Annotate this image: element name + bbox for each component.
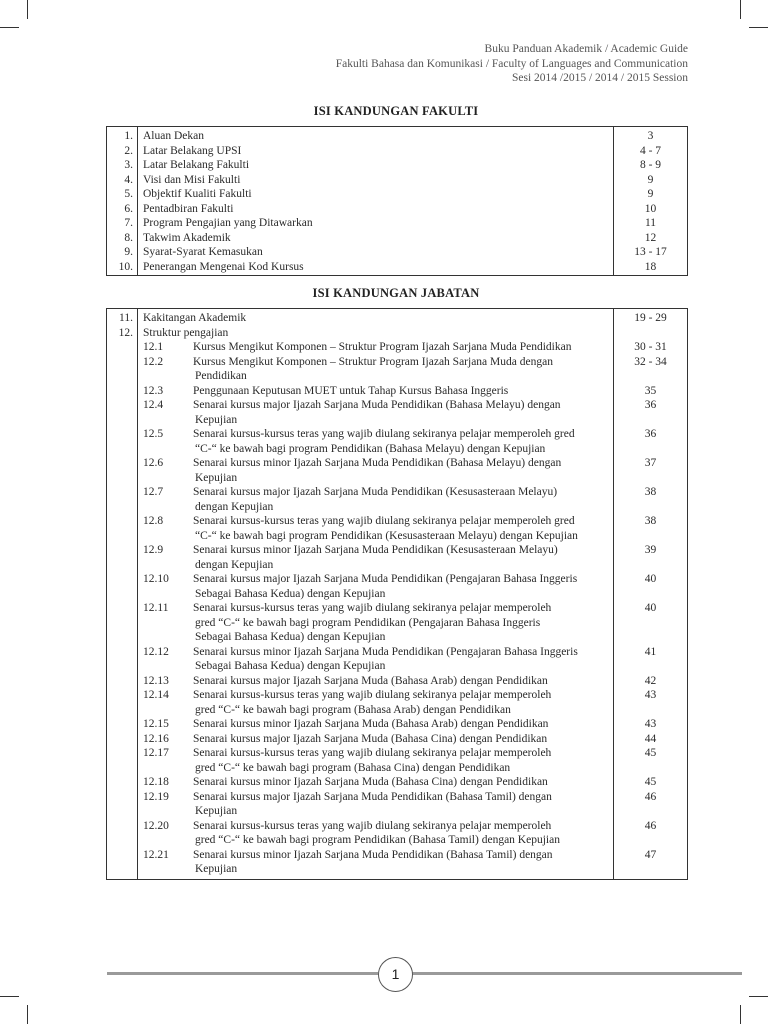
- entry-subnumber: 12.20: [143, 819, 169, 832]
- entry-title: “C-“ ke bawah bagi program Pendidikan (Kesusasteraan Melayu) dengan Kepujian: [195, 529, 578, 542]
- toc-entry: [107, 311, 687, 326]
- entry-title: gred “C-“ ke bawah bagi program (Bahasa Arab) dengan Pendidikan: [195, 703, 511, 716]
- entry-title: Senarai kursus minor Ijazah Sarjana Muda Pendidikan (Pengajaran Bahasa Inggeris: [193, 645, 578, 658]
- entry-title: “C-“ ke bawah bagi program Pendidikan (Bahasa Melayu) dengan Kepujian: [195, 442, 546, 455]
- toc-entry: [107, 398, 687, 427]
- toc-entry: [107, 216, 687, 231]
- entry-title: Visi dan Misi Fakulti: [143, 173, 241, 186]
- entry-title: Senarai kursus minor Ijazah Sarjana Muda Pendidikan (Bahasa Tamil) dengan: [193, 848, 553, 861]
- faculty-contents-title: ISI KANDUNGAN FAKULTI: [313, 104, 479, 118]
- entry-number: 4.: [124, 173, 133, 186]
- toc-entry: [107, 355, 687, 384]
- toc-entry: [107, 245, 687, 260]
- entry-page-number: 36: [644, 428, 657, 440]
- department-contents-title: ISI KANDUNGAN JABATAN: [312, 286, 480, 300]
- entry-page-number: 8 - 9: [639, 159, 662, 171]
- toc-entry: [107, 746, 687, 775]
- toc-entry: [107, 260, 687, 275]
- entry-title: Latar Belakang Fakulti: [143, 159, 250, 171]
- entry-title: Kakitangan Akademik: [143, 312, 247, 324]
- toc-entry: [107, 775, 687, 790]
- toc-entry: [107, 514, 687, 543]
- entry-page-number: 47: [644, 848, 657, 861]
- entry-page-number: 13 - 17: [634, 246, 667, 258]
- entry-title: Struktur pengajian: [143, 326, 229, 339]
- entry-title: Kursus Mengikut Komponen – Struktur Program Ijazah Sarjana Muda Pendidikan: [193, 341, 572, 353]
- entry-title: Sebagai Bahasa Kedua) dengan Kepujian: [195, 587, 386, 600]
- entry-title: Senarai kursus major Ijazah Sarjana Muda (Bahasa Arab) dengan Pendidikan: [193, 674, 548, 687]
- entry-page-number: 36: [644, 399, 657, 411]
- entry-page-number: 40: [644, 602, 657, 614]
- crop-mark-top-left: [0, 27, 19, 28]
- entry-title: Sebagai Bahasa Kedua) dengan Kepujian: [195, 660, 386, 672]
- entry-title: Senarai kursus-kursus teras yang wajib diulang sekiranya pelajar memperoleh gred: [193, 428, 575, 440]
- toc-entry: [107, 384, 687, 399]
- entry-title: Kursus Mengikut Komponen – Struktur Program Ijazah Sarjana Muda dengan: [193, 355, 553, 368]
- entry-page-number: 10: [644, 202, 657, 215]
- entry-title: Senarai kursus major Ijazah Sarjana Muda Pendidikan (Pengajaran Bahasa Inggeris: [193, 573, 578, 585]
- toc-entry: [107, 144, 687, 159]
- entry-subnumber: 12.2: [143, 355, 164, 368]
- entry-title: Senarai kursus major Ijazah Sarjana Muda Pendidikan (Kesusasteraan Melayu): [193, 486, 558, 498]
- entry-subnumber: 12.21: [143, 848, 169, 861]
- running-header: [336, 42, 688, 86]
- entry-page-number: 46: [644, 819, 657, 832]
- entry-subnumber: 12.3: [143, 384, 164, 397]
- entry-page-number: 38: [644, 515, 657, 527]
- toc-entry: [107, 674, 687, 689]
- entry-subnumber: 12.8: [143, 515, 164, 527]
- toc-entry: [107, 485, 687, 514]
- entry-page-number: 41: [644, 645, 657, 658]
- toc-entry: [107, 819, 687, 848]
- entry-page-number: 11: [644, 217, 657, 229]
- entry-page-number: 32 - 34: [634, 355, 667, 368]
- crop-mark-top-right-vertical: [740, 0, 741, 19]
- entry-page-number: 43: [644, 689, 657, 701]
- entry-title: gred “C-“ ke bawah bagi program (Bahasa Cina) dengan Pendidikan: [195, 761, 511, 774]
- entry-subnumber: 12.16: [143, 732, 169, 745]
- toc-entry: [107, 717, 687, 732]
- entry-page-number: 4 - 7: [639, 144, 662, 157]
- entry-title: Penggunaan Keputusan MUET untuk Tahap Kursus Bahasa Inggeris: [193, 384, 509, 397]
- crop-mark-bottom-left-vertical: [27, 1005, 28, 1024]
- header-faculty-name: Fakulti Bahasa dan Komunikasi / Faculty of Languages and Communication: [335, 57, 688, 70]
- entry-subnumber: 12.1: [143, 341, 164, 353]
- entry-title: gred “C-“ ke bawah bagi program Pendidikan (Pengajaran Bahasa Inggeris: [195, 616, 541, 629]
- entry-page-number: 9: [647, 173, 654, 186]
- entry-title: Kepujian: [195, 413, 238, 426]
- entry-title: Kepujian: [195, 471, 238, 484]
- entry-number: 10.: [118, 260, 133, 273]
- entry-title: Aluan Dekan: [143, 130, 204, 142]
- entry-number: 7.: [124, 217, 133, 229]
- crop-mark-top-right: [749, 27, 768, 28]
- entry-title: dengan Kepujian: [195, 500, 274, 513]
- entry-page-number: 19 - 29: [634, 312, 667, 324]
- entry-page-number: 45: [644, 747, 657, 759]
- toc-entry: [107, 158, 687, 173]
- toc-entry: [107, 340, 687, 355]
- entry-subnumber: 12.12: [143, 645, 169, 658]
- entry-title: Takwim Akademik: [143, 231, 231, 244]
- entry-subnumber: 12.18: [143, 776, 169, 788]
- faculty-contents-table: [106, 126, 688, 276]
- department-contents-table: [106, 308, 688, 880]
- entry-title: Penerangan Mengenai Kod Kursus: [143, 260, 304, 273]
- entry-title: Objektif Kualiti Fakulti: [143, 188, 252, 200]
- entry-title: Senarai kursus minor Ijazah Sarjana Muda (Bahasa Arab) dengan Pendidikan: [193, 718, 549, 730]
- entry-subnumber: 12.19: [143, 790, 169, 803]
- entry-page-number: 37: [644, 457, 657, 469]
- entry-subnumber: 12.5: [143, 428, 164, 440]
- entry-page-number: 42: [644, 674, 657, 687]
- entry-subnumber: 12.15: [143, 718, 169, 730]
- entry-title: Senarai kursus minor Ijazah Sarjana Muda (Bahasa Cina) dengan Pendidikan: [193, 776, 548, 788]
- page-number: 1: [378, 957, 413, 992]
- entry-subnumber: 12.10: [143, 573, 169, 585]
- header-session: Sesi 2014 /2015 / 2014 / 2015 Session: [511, 72, 688, 84]
- entry-page-number: 30 - 31: [634, 341, 667, 353]
- crop-mark-top-left-vertical: [27, 0, 28, 19]
- toc-entry: [107, 848, 687, 877]
- entry-page-number: 35: [644, 384, 657, 397]
- entry-subnumber: 12.7: [143, 486, 164, 498]
- toc-entry: [107, 187, 687, 202]
- toc-entry: [107, 173, 687, 188]
- entry-number: 8.: [124, 231, 133, 244]
- entry-title: Latar Belakang UPSI: [143, 144, 242, 157]
- entry-subnumber: 12.11: [143, 602, 169, 614]
- entry-page-number: 45: [644, 776, 657, 788]
- toc-entry: [107, 129, 687, 144]
- entry-number: 11.: [119, 312, 133, 324]
- entry-title: Senarai kursus major Ijazah Sarjana Muda Pendidikan (Bahasa Tamil) dengan: [193, 790, 552, 803]
- entry-number: 12.: [118, 326, 133, 339]
- entry-title: Senarai kursus minor Ijazah Sarjana Muda Pendidikan (Bahasa Melayu) dengan: [193, 457, 562, 469]
- entry-page-number: 39: [644, 544, 657, 556]
- entry-number: 1.: [124, 130, 133, 142]
- entry-page-number: 40: [644, 573, 657, 585]
- entry-title: Senarai kursus-kursus teras yang wajib diulang sekiranya pelajar memperoleh: [193, 747, 552, 759]
- toc-entry: [107, 645, 687, 674]
- toc-entry: [107, 456, 687, 485]
- entry-subnumber: 12.13: [143, 674, 169, 687]
- footer-rule-left: [107, 972, 378, 975]
- entry-title: Kepujian: [195, 805, 238, 817]
- toc-entry: [107, 572, 687, 601]
- entry-title: Senarai kursus-kursus teras yang wajib diulang sekiranya pelajar memperoleh: [193, 819, 552, 832]
- entry-page-number: 12: [644, 231, 657, 244]
- entry-number: 6.: [124, 202, 133, 215]
- entry-subnumber: 12.14: [143, 689, 169, 701]
- toc-entry: [107, 427, 687, 456]
- entry-page-number: 44: [644, 732, 657, 745]
- entry-page-number: 38: [644, 486, 657, 498]
- toc-entry: [107, 732, 687, 747]
- entry-number: 3.: [124, 159, 133, 171]
- entry-title: Sebagai Bahasa Kedua) dengan Kepujian: [195, 631, 386, 643]
- entry-title: Senarai kursus major Ijazah Sarjana Muda (Bahasa Cina) dengan Pendidikan: [193, 732, 548, 745]
- entry-title: Program Pengajian yang Ditawarkan: [143, 217, 313, 229]
- entry-number: 5.: [124, 188, 133, 200]
- toc-entry: [107, 202, 687, 217]
- toc-entry: [107, 231, 687, 246]
- entry-title: Syarat-Syarat Kemasukan: [143, 246, 263, 258]
- entry-page-number: 18: [644, 260, 657, 273]
- entry-title: dengan Kepujian: [195, 558, 274, 571]
- entry-subnumber: 12.4: [143, 399, 164, 411]
- crop-mark-bottom-left: [0, 996, 19, 997]
- entry-title: Senarai kursus major Ijazah Sarjana Muda Pendidikan (Bahasa Melayu) dengan: [193, 399, 561, 411]
- toc-entry: [107, 543, 687, 572]
- entry-title: Senarai kursus-kursus teras yang wajib diulang sekiranya pelajar memperoleh gred: [193, 515, 575, 527]
- toc-entry: [107, 790, 687, 819]
- entry-title: Kepujian: [195, 863, 238, 875]
- toc-entry: [107, 601, 687, 645]
- header-guide-title: Buku Panduan Akademik / Academic Guide: [484, 43, 688, 55]
- footer-rule-right: [412, 972, 742, 975]
- toc-entry: [107, 688, 687, 717]
- entry-page-number: 3: [647, 130, 654, 142]
- entry-number: 9.: [124, 246, 133, 258]
- entry-page-number: 9: [647, 188, 654, 200]
- entry-subnumber: 12.6: [143, 457, 164, 469]
- crop-mark-bottom-right: [749, 996, 768, 997]
- entry-subnumber: 12.9: [143, 544, 164, 556]
- entry-title: Pendidikan: [195, 370, 247, 382]
- toc-entry: [107, 326, 687, 341]
- crop-mark-bottom-right-vertical: [740, 1005, 741, 1024]
- entry-page-number: 46: [644, 790, 657, 803]
- entry-title: gred “C-“ ke bawah bagi program Pendidikan (Bahasa Tamil) dengan Kepujian: [195, 834, 560, 846]
- entry-title: Pentadbiran Fakulti: [143, 202, 234, 215]
- entry-subnumber: 12.17: [143, 747, 169, 759]
- entry-number: 2.: [124, 144, 133, 157]
- entry-title: Senarai kursus minor Ijazah Sarjana Muda Pendidikan (Kesusasteraan Melayu): [193, 544, 558, 556]
- entry-title: Senarai kursus-kursus teras yang wajib diulang sekiranya pelajar memperoleh: [193, 602, 552, 614]
- entry-page-number: 43: [644, 718, 657, 730]
- entry-title: Senarai kursus-kursus teras yang wajib diulang sekiranya pelajar memperoleh: [193, 689, 552, 701]
